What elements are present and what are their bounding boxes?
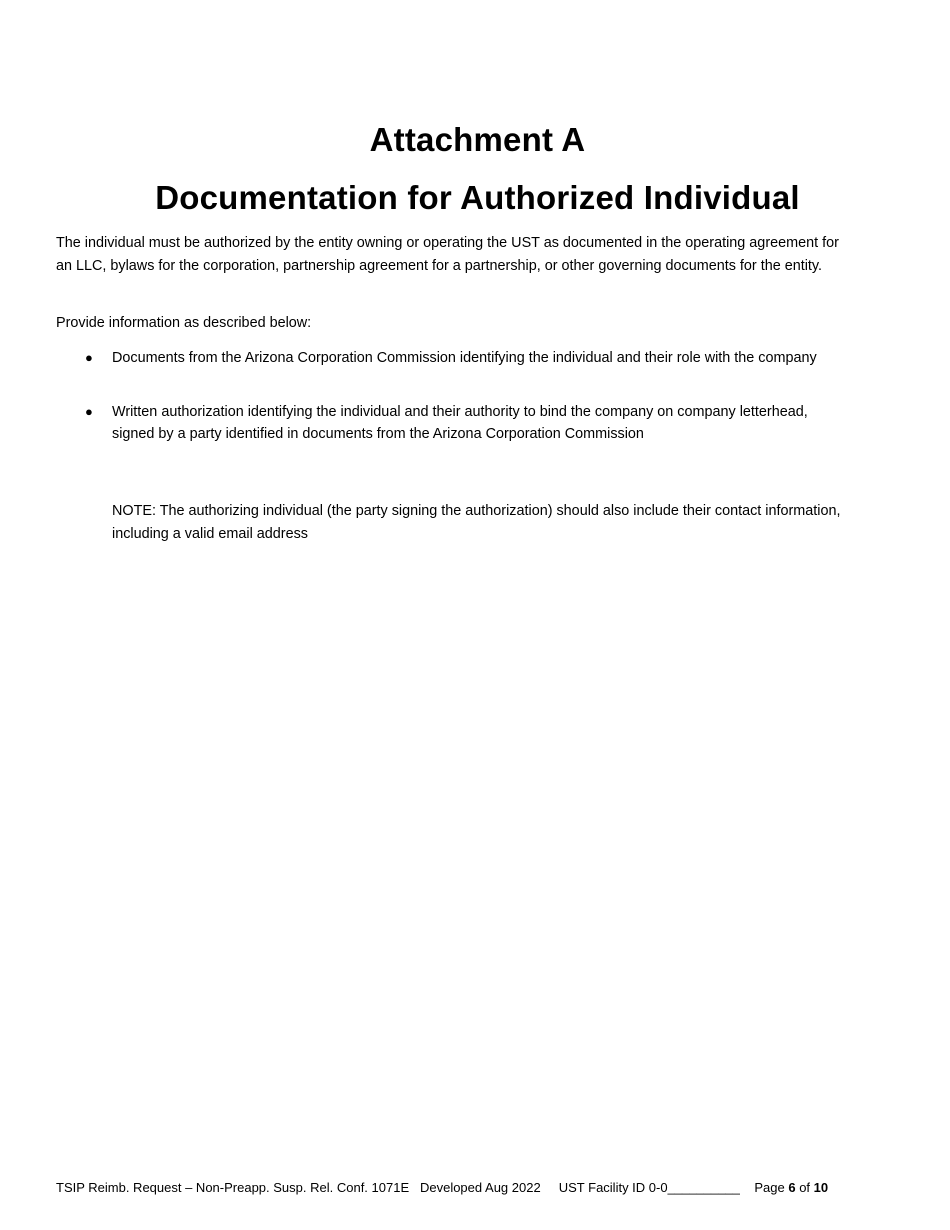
- intro-paragraph: The individual must be authorized by the entity owning or operating the UST as documented in the operating agreement for an LLC, bylaws for the corporation, partnership agreement for a partnership, or other governing documents for the entity.: [56, 235, 839, 274]
- page-subtitle: Documentation for Authorized Individual: [155, 179, 800, 216]
- footer-developed-date: Developed Aug 2022: [419, 1180, 541, 1195]
- provide-paragraph: Provide information as described below:: [56, 315, 312, 331]
- footer-page-of: of: [799, 1180, 811, 1195]
- list-item-text: Documents from the Arizona Corporation Commission identifying the individual and their role with the company: [112, 350, 817, 366]
- footer-page-current: 6: [788, 1180, 796, 1195]
- footer-form-name: TSIP Reimb. Request – Non-Preapp. Susp. Rel. Conf. 1071E: [56, 1180, 410, 1195]
- footer-facility-id: UST Facility ID 0-0__________: [558, 1180, 740, 1195]
- requirements-list: [56, 347, 846, 445]
- footer-page-label: Page: [754, 1180, 785, 1195]
- page-footer: [56, 1179, 876, 1197]
- footer-page-total: 10: [813, 1180, 829, 1195]
- list-item-text: Written authorization identifying the individual and their authority to bind the company on company letterhead, signed by a party identified in documents from the Arizona Corporation Commission: [112, 404, 808, 442]
- list-item: [56, 347, 846, 369]
- bullet-icon: ●: [85, 350, 93, 365]
- list-item: [56, 401, 846, 445]
- page-title: Attachment A: [369, 121, 586, 158]
- bullet-icon: ●: [85, 404, 93, 419]
- note-paragraph: NOTE: The authorizing individual (the party signing the authorization) should also include their contact information, including a valid email address: [112, 503, 841, 542]
